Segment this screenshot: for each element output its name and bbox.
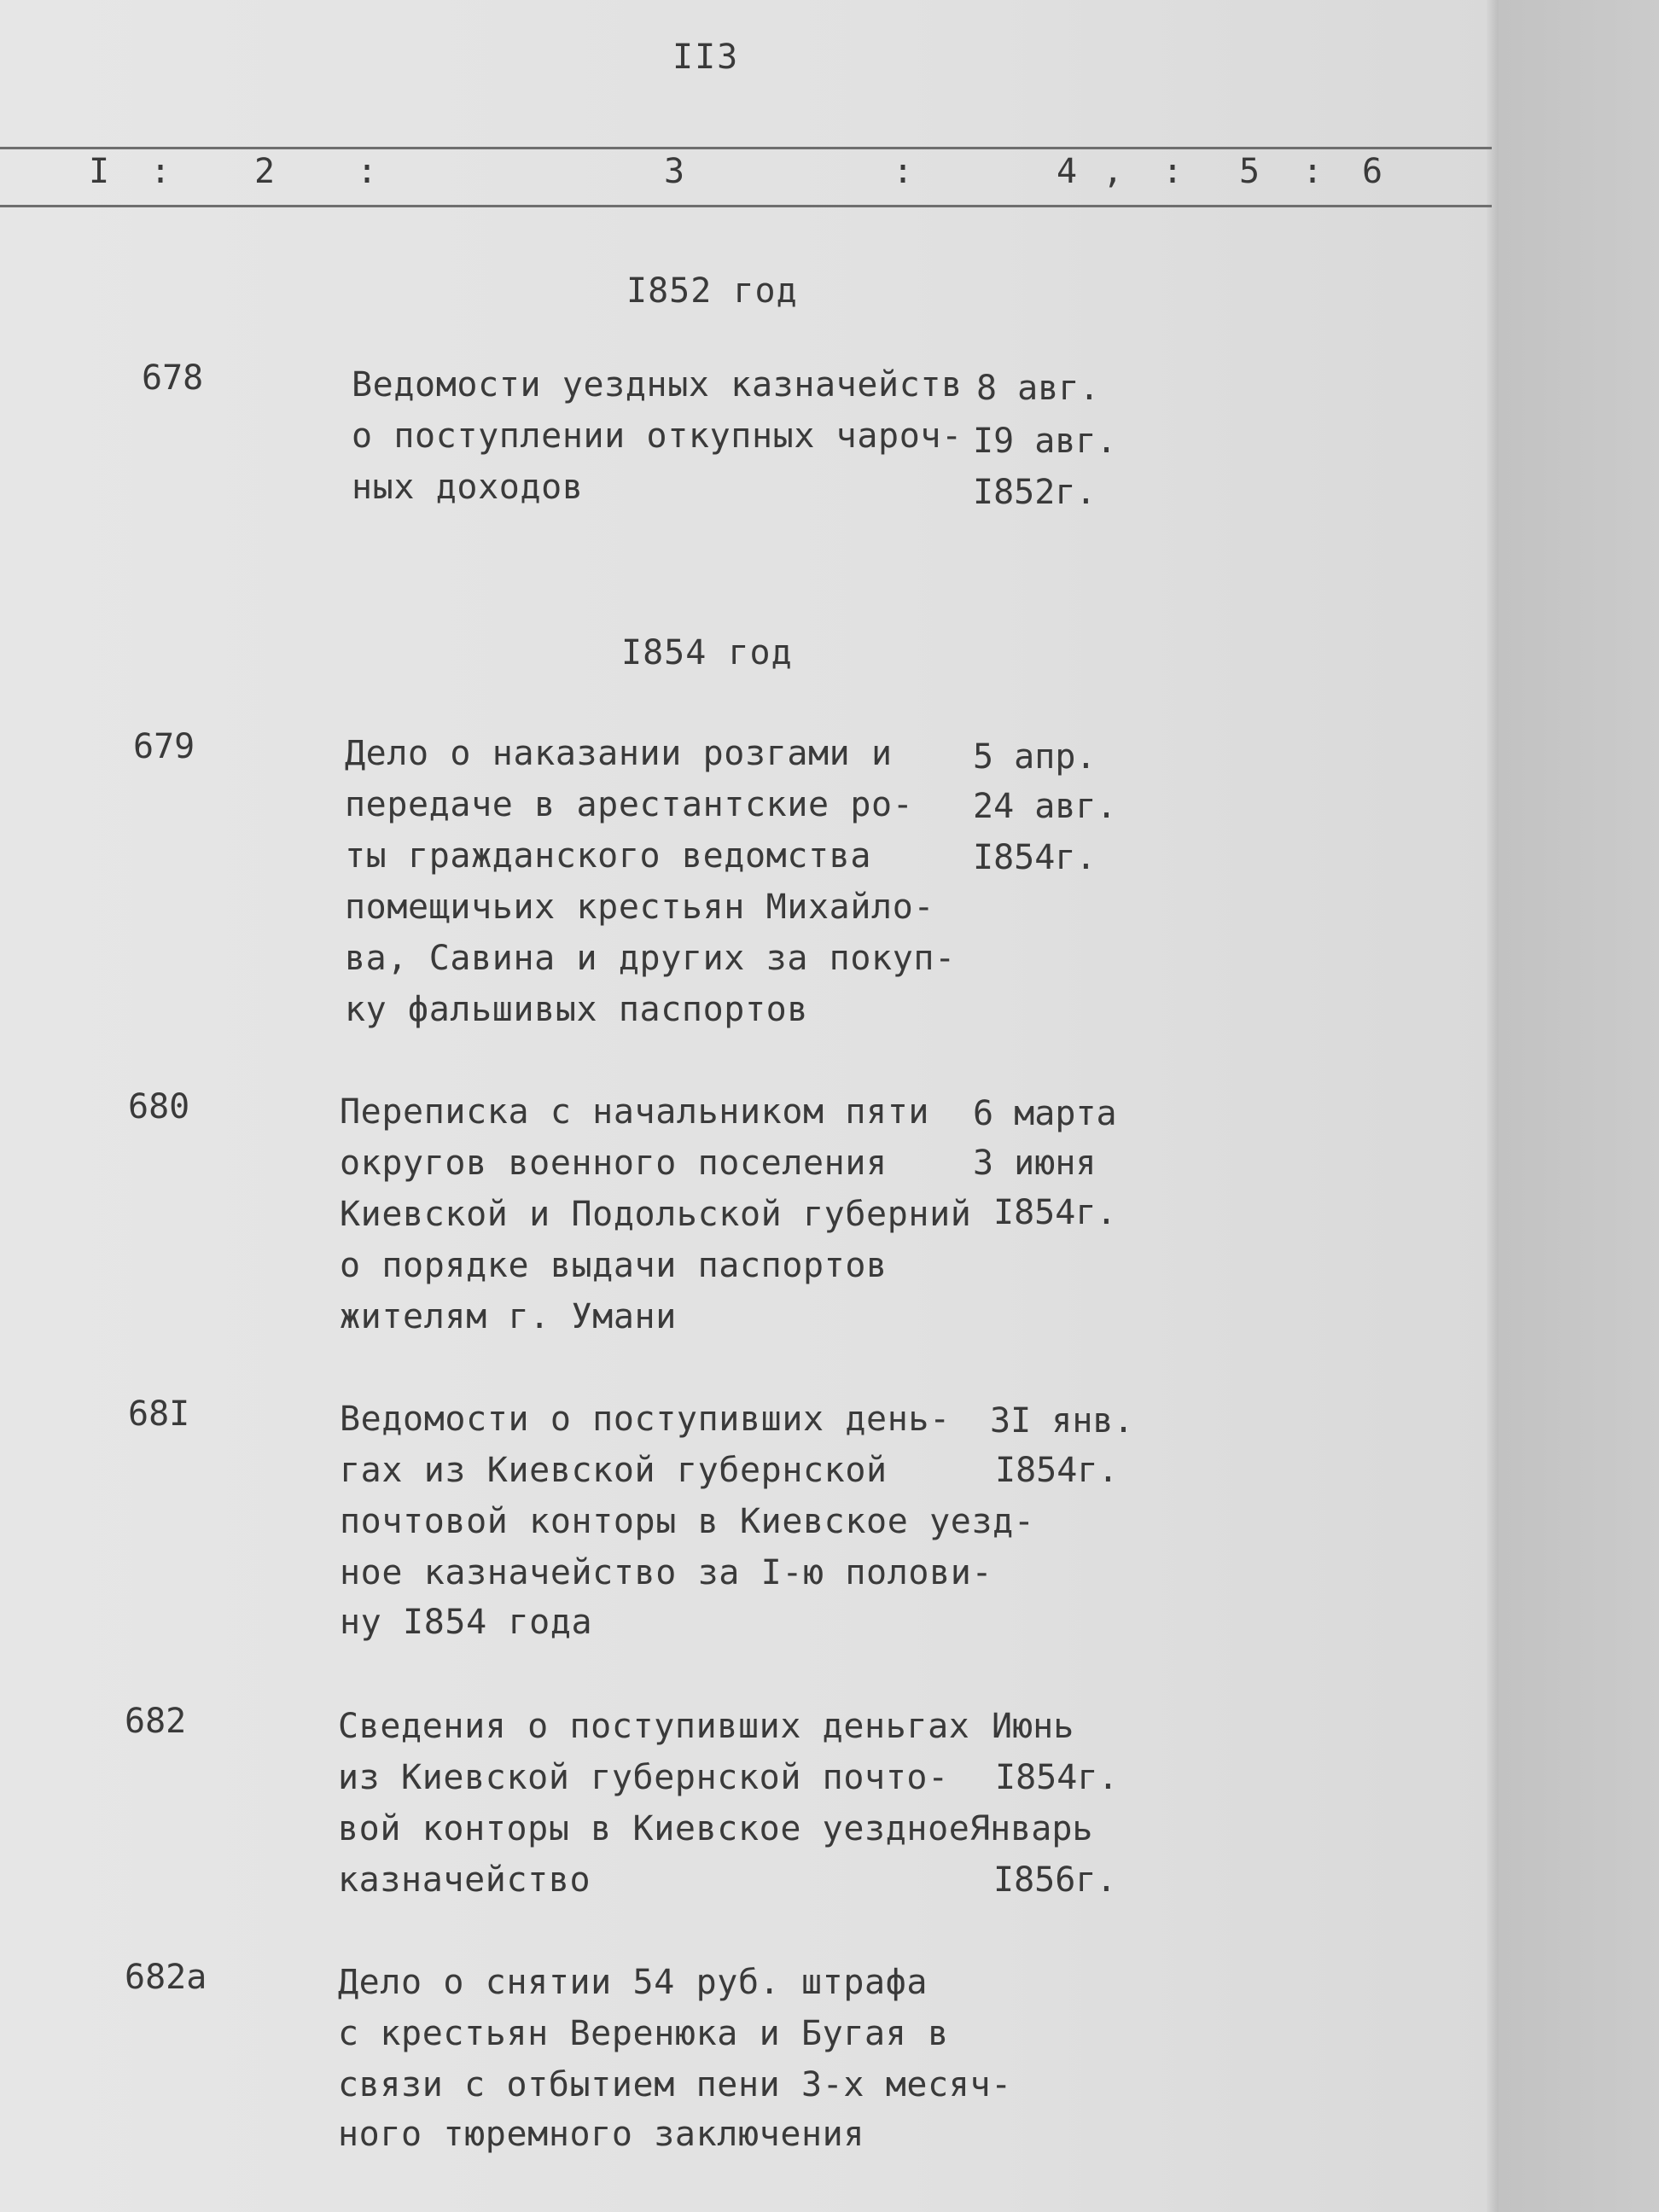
column-number-5: 5 bbox=[1239, 152, 1260, 191]
entry-date: I854г. bbox=[995, 1758, 1119, 1797]
entry-title-line: из Киевской губернской почто- bbox=[338, 1758, 949, 1797]
entry-title-line: Сведения о поступивших деньгах bbox=[338, 1707, 970, 1746]
column-number-1: I bbox=[89, 152, 110, 191]
entry-title-line: округов военного поселения bbox=[340, 1144, 888, 1183]
entry-title-line: Дело о снятии 54 руб. штрафа bbox=[338, 1963, 928, 2002]
entry-title-line: ного тюремного заключения bbox=[338, 2115, 865, 2154]
column-number-3: 3 bbox=[664, 152, 685, 191]
table-header-top-rule bbox=[0, 147, 1492, 149]
entry-date: I856г. bbox=[993, 1860, 1117, 1900]
page-edge bbox=[1487, 0, 1499, 2212]
entry-date: I854г. bbox=[993, 1193, 1117, 1232]
column-separator: : bbox=[357, 152, 378, 191]
entry-date: 3 июня bbox=[973, 1144, 1097, 1183]
entry-title-line: вой конторы в Киевское уездное bbox=[338, 1809, 970, 1848]
entry-title-line: связи с отбытием пени 3-х месяч- bbox=[338, 2065, 1012, 2104]
entry-date: Июнь bbox=[992, 1707, 1074, 1746]
entry-date: 8 авг. bbox=[976, 369, 1100, 408]
column-number-4: 4 bbox=[1057, 152, 1078, 191]
entry-date: 5 апр. bbox=[973, 737, 1097, 777]
entry-title-line: ну I854 года bbox=[340, 1603, 593, 1642]
entry-date: Январь bbox=[969, 1809, 1093, 1848]
entry-title-line: гах из Киевской губернской bbox=[340, 1451, 888, 1490]
entry-title-line: Переписка с начальником пяти bbox=[340, 1092, 930, 1132]
entry-title-line: Ведомости о поступивших день- bbox=[340, 1400, 951, 1439]
entry-number: 680 bbox=[128, 1087, 190, 1126]
column-separator: : bbox=[893, 152, 914, 191]
entry-title-line: с крестьян Веренюка и Бугая в bbox=[338, 2014, 949, 2053]
entry-date: 6 марта bbox=[973, 1094, 1117, 1133]
entry-number: 682 bbox=[125, 1702, 187, 1741]
entry-date: 24 авг. bbox=[973, 787, 1117, 826]
entry-title-line: ты гражданского ведомства bbox=[345, 836, 872, 876]
entry-title-line: казначейство bbox=[338, 1860, 591, 1900]
entry-title-line: Дело о наказании розгами и bbox=[345, 734, 893, 773]
column-separator: : bbox=[150, 152, 172, 191]
entry-number: 68I bbox=[128, 1394, 190, 1434]
entry-date: I854г. bbox=[995, 1451, 1119, 1490]
column-separator: , bbox=[1103, 152, 1124, 191]
entry-date: I9 авг. bbox=[973, 422, 1117, 461]
entry-title-line: помещичьих крестьян Михайло- bbox=[345, 888, 935, 927]
column-number-6: 6 bbox=[1362, 152, 1383, 191]
column-separator: : bbox=[1302, 152, 1324, 191]
entry-date: I854г. bbox=[973, 838, 1097, 877]
entry-date: I852г. bbox=[973, 473, 1097, 512]
entry-title-line: Ведомости уездных казначейств bbox=[352, 365, 963, 405]
entry-title-line: ва, Савина и других за покуп- bbox=[345, 939, 956, 978]
entry-title-line: ных доходов bbox=[352, 468, 584, 507]
page-number: II3 bbox=[672, 38, 740, 77]
entry-title-line: почтовой конторы в Киевское уезд- bbox=[340, 1502, 1035, 1541]
entry-number: 679 bbox=[133, 727, 195, 766]
entry-title-line: передаче в арестантские ро- bbox=[345, 785, 914, 824]
entry-number: 682а bbox=[125, 1958, 207, 1997]
column-number-2: 2 bbox=[254, 152, 276, 191]
entry-title-line: ное казначейство за I-ю полови- bbox=[340, 1553, 993, 1592]
entry-title-line: жителям г. Умани bbox=[340, 1297, 677, 1336]
year-heading: I852 год bbox=[626, 271, 798, 311]
table-header-bottom-rule bbox=[0, 205, 1492, 207]
entry-date: 3I янв. bbox=[990, 1401, 1134, 1441]
entry-number: 678 bbox=[142, 358, 204, 398]
entry-title-line: ку фальшивых паспортов bbox=[345, 990, 809, 1029]
entry-title-line: Киевской и Подольской губерний bbox=[340, 1195, 972, 1234]
background-margin bbox=[1499, 0, 1659, 2212]
column-separator: : bbox=[1162, 152, 1184, 191]
year-heading: I854 год bbox=[621, 633, 793, 672]
entry-title-line: о порядке выдачи паспортов bbox=[340, 1246, 888, 1285]
entry-title-line: о поступлении откупных чароч- bbox=[352, 416, 963, 456]
